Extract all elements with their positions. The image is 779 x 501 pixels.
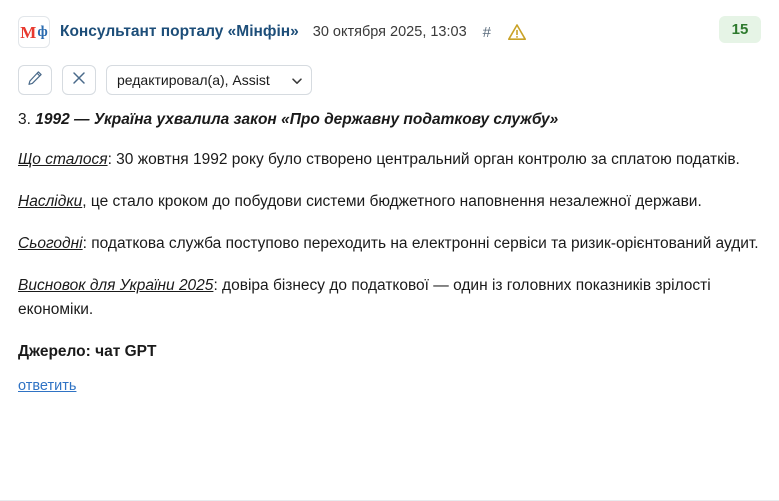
paragraph-3-lead: Сьогодні: [18, 235, 83, 253]
paragraph-1: [18, 148, 761, 172]
post-toolbar: [18, 64, 761, 96]
paragraph-4-text: : довіра бізнесу до податкової — один із головних показників зрілості економіки.: [18, 277, 711, 319]
avatar-letter-f: ф: [37, 23, 48, 40]
paragraph-4: [18, 274, 761, 322]
paragraph-3: [18, 232, 761, 256]
edit-status-select-value: редактировал(а), Assist: [117, 72, 270, 88]
paragraph-4-lead: Висновок для України 2025: [18, 277, 214, 295]
post-headline: [18, 108, 761, 132]
close-x-icon: [71, 70, 87, 91]
headline-number: 3.: [18, 111, 36, 128]
avatar[interactable]: [18, 16, 50, 48]
post-header: [18, 14, 761, 50]
edit-status-select[interactable]: [106, 65, 312, 95]
paragraph-1-lead: Що сталося: [18, 151, 108, 169]
permalink-hash[interactable]: #: [482, 23, 492, 41]
avatar-letter-m: М: [20, 22, 37, 42]
paragraph-2-text: , це стало кроком до побудови системи бюджетного наповнення незалежної держави.: [82, 193, 702, 211]
paragraph-2-lead: Наслідки: [18, 193, 83, 211]
post-body: [18, 108, 761, 398]
pencil-icon: [27, 70, 43, 91]
warning-triangle-icon[interactable]: [507, 22, 527, 42]
delete-button[interactable]: [62, 65, 96, 95]
paragraph-1-text: : 30 жовтня 1992 року було створено центральний орган контролю за сплатою податків.: [107, 151, 740, 169]
rating-counter[interactable]: 15: [719, 16, 761, 43]
paragraph-3-text: : податкова служба поступово переходить на електронні сервіси та ризик-орієнтований аудит.: [82, 235, 759, 253]
post-source: Джерело: чат GPT: [18, 343, 157, 361]
edit-button[interactable]: [18, 65, 52, 95]
reply-link[interactable]: ответить: [18, 378, 77, 395]
post-author[interactable]: Консультант порталу «Мінфін»: [60, 23, 299, 40]
paragraph-2: [18, 190, 761, 214]
chevron-down-icon: [291, 74, 303, 86]
headline-text: 1992 — Україна ухвалила закон «Про державну податкову службу»: [35, 111, 559, 128]
post-timestamp: 30 октября 2025, 13:03: [312, 24, 467, 40]
